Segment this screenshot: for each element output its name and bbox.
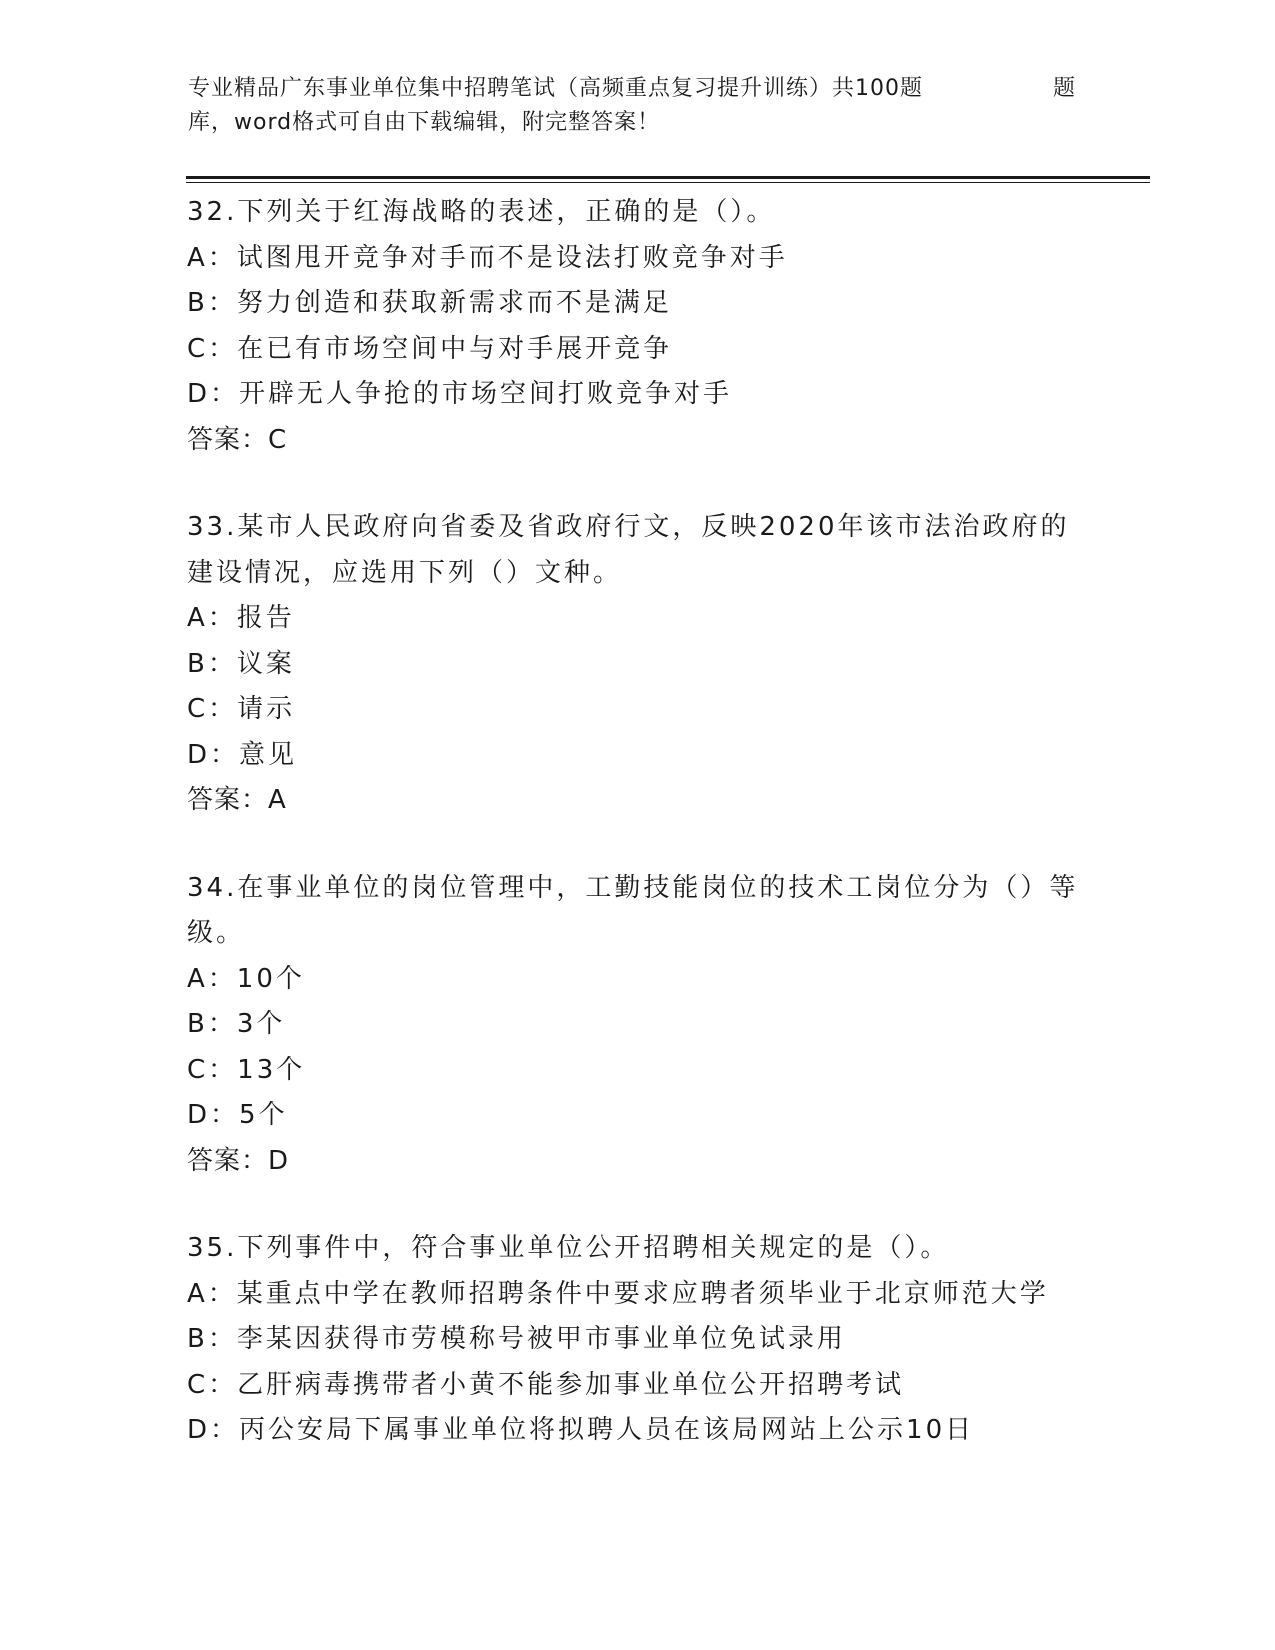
option-a: A：10个 — [187, 963, 305, 994]
option-d: D：意见 — [187, 739, 298, 770]
question-stem: 32.下列关于红海战略的表述，正确的是（）。 — [187, 197, 776, 227]
header-title: 专业精品广东事业单位集中招聘笔试（高频重点复习提升训练）共100题 — [188, 76, 923, 101]
question-33 — [187, 505, 1107, 824]
answer-line: 答案：D — [187, 1145, 290, 1176]
answer-line: 答案：A — [187, 785, 287, 815]
question-stem: 35.下列事件中，符合事业单位公开招聘相关规定的是（）。 — [187, 1233, 950, 1263]
question-stem: 34.在事业单位的岗位管理中，工勤技能岗位的技术工岗位分为（）等 — [187, 872, 1079, 903]
option-a: A：试图甩开竞争对手而不是设法打败竞争对手 — [187, 242, 788, 273]
option-c: C：13个 — [187, 1054, 306, 1085]
option-c: C：在已有市场空间中与对手展开竞争 — [187, 333, 673, 364]
option-a: A：报告 — [187, 603, 295, 633]
header-rule-thin — [186, 182, 1150, 183]
option-a: A：某重点中学在教师招聘条件中要求应聘者须毕业于北京师范大学 — [187, 1278, 1049, 1309]
option-b: B：议案 — [187, 648, 295, 679]
header-rule-thick — [186, 176, 1150, 179]
header-title-tail: 题 — [1053, 76, 1077, 101]
question-stem-continued: 级。 — [187, 918, 246, 948]
option-c: C：请示 — [187, 694, 296, 724]
question-stem-continued: 建设情况，应选用下列（）文种。 — [187, 557, 623, 588]
document-header — [188, 72, 1088, 140]
answer-line: 答案：C — [187, 424, 288, 455]
option-d: D：丙公安局下属事业单位将拟聘人员在该局网站上公示10日 — [187, 1415, 975, 1445]
question-stem: 33.某市人民政府向省委及省政府行文，反映2020年该市法治政府的 — [187, 512, 1070, 542]
question-32 — [187, 190, 1107, 463]
option-b: B：李某因获得市劳模称号被甲市事业单位免试录用 — [187, 1324, 846, 1354]
option-d: D：5个 — [187, 1100, 288, 1130]
option-d: D：开辟无人争抢的市场空间打败竞争对手 — [187, 379, 733, 409]
question-35 — [187, 1226, 1107, 1454]
question-34 — [187, 866, 1107, 1185]
option-b: B：3个 — [187, 1009, 286, 1039]
question-list — [187, 190, 1107, 1496]
option-c: C：乙肝病毒携带者小黄不能参加事业单位公开招聘考试 — [187, 1369, 905, 1400]
header-line-2: 库，word格式可自由下载编辑，附完整答案！ — [188, 110, 661, 135]
header-line-1 — [188, 72, 1088, 106]
option-b: B：努力创造和获取新需求而不是满足 — [187, 288, 672, 318]
